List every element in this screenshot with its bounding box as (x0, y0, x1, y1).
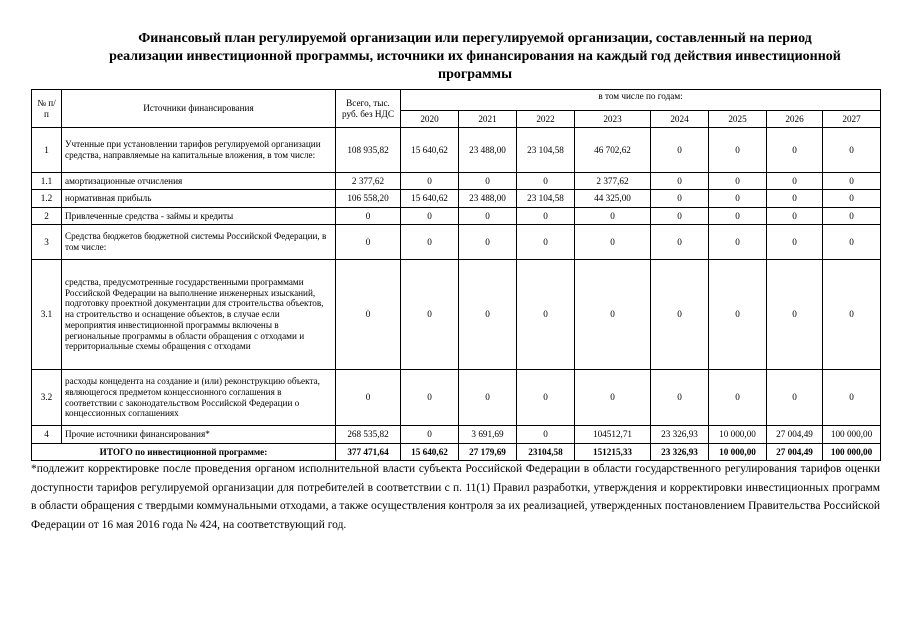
row-num: 1.1 (32, 173, 62, 190)
row-source: Учтенные при установлении тарифов регулируемой организации средства, направляемые на капитальные вложения, в том числе: (62, 128, 336, 173)
row-2022: 0 (517, 208, 575, 225)
row-2027: 0 (823, 225, 881, 260)
row-2024: 23 326,93 (651, 426, 709, 444)
row-2025: 0 (709, 173, 767, 190)
table-row (32, 225, 881, 260)
row-2024: 0 (651, 190, 709, 208)
row-2023: 0 (575, 225, 651, 260)
financial-plan-table (31, 89, 881, 461)
row-2026: 27 004,49 (767, 426, 823, 444)
row-2022: 0 (517, 426, 575, 444)
total-2025: 10 000,00 (709, 444, 767, 461)
row-2026: 0 (767, 260, 823, 370)
row-total: 106 558,20 (336, 190, 401, 208)
row-2020: 0 (401, 370, 459, 426)
row-2020: 0 (401, 208, 459, 225)
row-2022: 0 (517, 370, 575, 426)
table-row (32, 208, 881, 225)
row-2023: 0 (575, 260, 651, 370)
row-2026: 0 (767, 370, 823, 426)
header-year: 2020 (401, 111, 459, 128)
row-2025: 0 (709, 260, 767, 370)
total-2022: 23104,58 (517, 444, 575, 461)
title-line-1: Финансовый план регулируемой организации или перегулируемой организации, составленный на период (138, 31, 812, 46)
row-2020: 0 (401, 225, 459, 260)
row-2027: 0 (823, 128, 881, 173)
row-num: 2 (32, 208, 62, 225)
header-year: 2026 (767, 111, 823, 128)
table-row (32, 260, 881, 370)
row-2021: 23 488,00 (459, 128, 517, 173)
total-label: ИТОГО по инвестиционной программе: (32, 444, 336, 461)
row-2022: 23 104,58 (517, 128, 575, 173)
row-2022: 0 (517, 225, 575, 260)
row-2025: 0 (709, 225, 767, 260)
total-2023: 151215,33 (575, 444, 651, 461)
row-2020: 0 (401, 173, 459, 190)
row-2027: 0 (823, 260, 881, 370)
row-source: амортизационные отчисления (62, 173, 336, 190)
row-total: 268 535,82 (336, 426, 401, 444)
header-total: Всего, тыс. руб. без НДС (336, 90, 401, 128)
row-source: расходы концедента на создание и (или) реконструкцию объекта, являющегося предметом концессионного соглашения в соответствии с законодательством Российской Федерации о концессионных соглашениях (62, 370, 336, 426)
row-source: нормативная прибыль (62, 190, 336, 208)
document-title (60, 30, 890, 84)
total-2020: 15 640,62 (401, 444, 459, 461)
footnote: *подлежит корректировке после проведения органом исполнительной власти субъекта Российской Федерации в области государственного регулирования тарифов оценки доступности тарифов регулируемой организации для потребителей в соответствии с п. 11(1) Правил разработки, утверждения и корректировки инвестиционных программ в области обращения с твердыми коммунальными отходами, а также осуществления контроля за их реализацией, утвержденных постановлением Правительства Российской Федерации от 16 мая 2016 года № 424, на соответствующий год. (31, 463, 880, 531)
row-2027: 100 000,00 (823, 426, 881, 444)
table-row (32, 190, 881, 208)
row-source: Привлеченные средства - займы и кредиты (62, 208, 336, 225)
row-2026: 0 (767, 173, 823, 190)
row-source: средства, предусмотренные государственными программами Российской Федерации на выполнение инженерных изысканий, подготовку проектной документации для строительства объектов, на строительство и оснащение объектов, в случае если мероприятия инвестиционной программы включены в региональные программы в области обращения с отходами и территориальные схемы обращения с отходами (62, 260, 336, 370)
row-2020: 0 (401, 426, 459, 444)
row-total: 0 (336, 260, 401, 370)
row-num: 3.1 (32, 260, 62, 370)
row-2021: 0 (459, 173, 517, 190)
header-num: № п/п (32, 90, 62, 128)
row-2024: 0 (651, 128, 709, 173)
row-2021: 0 (459, 260, 517, 370)
row-2024: 0 (651, 370, 709, 426)
header-by-years: в том числе по годам: (401, 90, 881, 111)
row-2020: 0 (401, 260, 459, 370)
row-2027: 0 (823, 370, 881, 426)
row-2027: 0 (823, 208, 881, 225)
row-2025: 0 (709, 190, 767, 208)
row-2021: 0 (459, 225, 517, 260)
row-2026: 0 (767, 225, 823, 260)
row-2024: 0 (651, 208, 709, 225)
row-source: Средства бюджетов бюджетной системы Российской Федерации, в том числе: (62, 225, 336, 260)
total-sum: 377 471,64 (336, 444, 401, 461)
row-2026: 0 (767, 208, 823, 225)
total-2027: 100 000,00 (823, 444, 881, 461)
row-2020: 15 640,62 (401, 128, 459, 173)
row-2020: 15 640,62 (401, 190, 459, 208)
row-num: 3 (32, 225, 62, 260)
row-2021: 23 488,00 (459, 190, 517, 208)
header-year: 2022 (517, 111, 575, 128)
total-row (32, 444, 881, 461)
row-2022: 0 (517, 260, 575, 370)
row-2022: 0 (517, 173, 575, 190)
row-total: 0 (336, 225, 401, 260)
row-2027: 0 (823, 173, 881, 190)
row-2027: 0 (823, 190, 881, 208)
table-row (32, 173, 881, 190)
row-2023: 0 (575, 208, 651, 225)
row-total: 0 (336, 370, 401, 426)
row-2023: 104512,71 (575, 426, 651, 444)
row-2023: 44 325,00 (575, 190, 651, 208)
table-row (32, 128, 881, 173)
row-2026: 0 (767, 128, 823, 173)
title-line-3: программы (438, 67, 512, 82)
row-2021: 0 (459, 208, 517, 225)
row-source: Прочие источники финансирования* (62, 426, 336, 444)
header-year: 2023 (575, 111, 651, 128)
row-2025: 0 (709, 370, 767, 426)
row-total: 108 935,82 (336, 128, 401, 173)
total-2026: 27 004,49 (767, 444, 823, 461)
row-2024: 0 (651, 260, 709, 370)
header-source: Источники финансирования (62, 90, 336, 128)
row-num: 3.2 (32, 370, 62, 426)
row-2021: 3 691,69 (459, 426, 517, 444)
row-2021: 0 (459, 370, 517, 426)
row-2024: 0 (651, 225, 709, 260)
row-2025: 0 (709, 208, 767, 225)
table-row (32, 370, 881, 426)
row-2025: 10 000,00 (709, 426, 767, 444)
title-line-2: реализации инвестиционной программы, источники их финансирования на каждый год действия инвестиционной (109, 49, 841, 64)
row-2026: 0 (767, 190, 823, 208)
row-num: 1.2 (32, 190, 62, 208)
row-total: 0 (336, 208, 401, 225)
header-year: 2025 (709, 111, 767, 128)
row-2022: 23 104,58 (517, 190, 575, 208)
row-2025: 0 (709, 128, 767, 173)
row-2023: 0 (575, 370, 651, 426)
row-2023: 46 702,62 (575, 128, 651, 173)
row-num: 4 (32, 426, 62, 444)
total-2021: 27 179,69 (459, 444, 517, 461)
row-2024: 0 (651, 173, 709, 190)
total-2024: 23 326,93 (651, 444, 709, 461)
header-year: 2021 (459, 111, 517, 128)
row-total: 2 377,62 (336, 173, 401, 190)
row-num: 1 (32, 128, 62, 173)
header-row (32, 90, 881, 111)
header-year: 2024 (651, 111, 709, 128)
header-year: 2027 (823, 111, 881, 128)
row-2023: 2 377,62 (575, 173, 651, 190)
table-row (32, 426, 881, 444)
